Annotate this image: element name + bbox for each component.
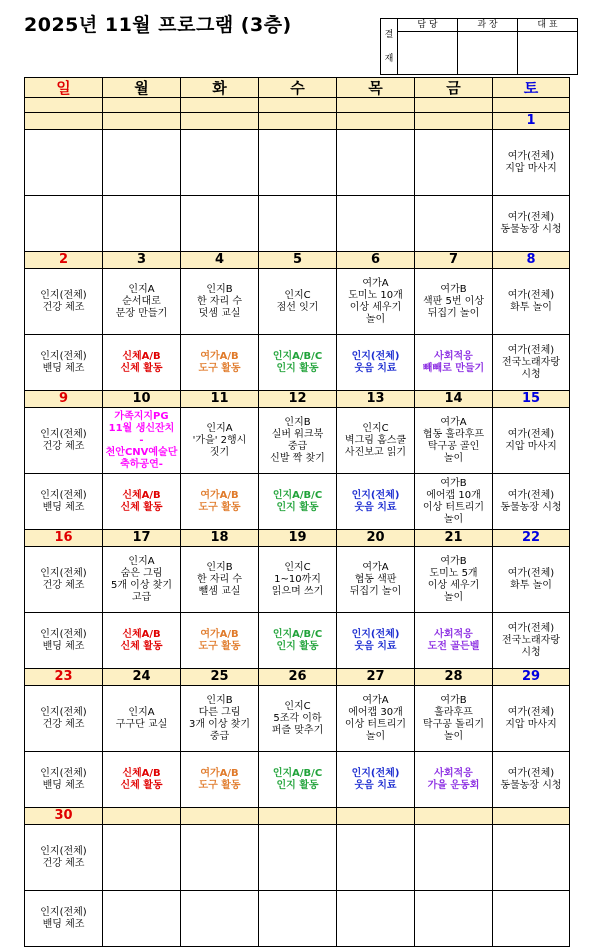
activity-cell[interactable]: [337, 686, 415, 752]
activity-text: 여가A 협동 훌라후프 탁구공 골인 놀이: [422, 416, 485, 464]
activity-cell[interactable]: [181, 686, 259, 752]
activity-cell[interactable]: [493, 335, 570, 391]
date-row: [25, 808, 570, 825]
activity-cell[interactable]: [493, 269, 570, 335]
date-cell: 21: [415, 530, 493, 547]
date-cell: 9: [25, 391, 103, 408]
calendar-table: [24, 77, 570, 947]
activity-text: 신체A/B 신체 활동: [120, 628, 163, 652]
activity-text: 인지A 숨은 그림 5개 이상 찾기 고급: [110, 555, 173, 603]
activity-text: 신체A/B 신체 활동: [120, 767, 163, 791]
weekday-header: 일: [25, 78, 103, 98]
activity-cell[interactable]: [259, 825, 337, 891]
activity-text: 여가(전체) 동물농장 시청: [500, 489, 562, 513]
activity-cell[interactable]: [103, 269, 181, 335]
date-cell: 16: [25, 530, 103, 547]
date-cell: 29: [493, 669, 570, 686]
date-cell: 3: [103, 252, 181, 269]
activity-cell[interactable]: [25, 686, 103, 752]
activity-text: 사회적응 가을 운동회: [427, 767, 480, 791]
activity-cell[interactable]: [493, 825, 570, 891]
date-cell: [415, 113, 493, 130]
activity-text: 인지(전체) 밴딩 체조: [40, 350, 87, 374]
activity-cell[interactable]: [337, 269, 415, 335]
weekday-header-row: [25, 78, 570, 98]
activity-cell[interactable]: [259, 613, 337, 669]
activity-row-afternoon: [25, 891, 570, 947]
approval-sign-manager[interactable]: [398, 32, 458, 75]
activity-text: 인지(전체) 웃음 치료: [351, 350, 400, 374]
activity-cell[interactable]: [493, 752, 570, 808]
date-cell: 27: [337, 669, 415, 686]
activity-text: 여가(전체) 전국노래자랑 시청: [502, 344, 560, 380]
spacer-cell: [181, 98, 259, 113]
activity-cell[interactable]: [493, 547, 570, 613]
activity-cell[interactable]: [103, 752, 181, 808]
activity-cell[interactable]: [181, 891, 259, 947]
activity-text: 인지(전체) 밴딩 체조: [40, 489, 87, 513]
date-cell: [415, 808, 493, 825]
activity-text: 여가(전체) 전국노래자랑 시청: [502, 622, 560, 658]
activity-row-morning: [25, 825, 570, 891]
spacer-cell: [493, 98, 570, 113]
weekday-header: 토: [493, 78, 570, 98]
activity-text: 인지A 구구단 교실: [115, 706, 168, 730]
date-cell: 1: [493, 113, 570, 130]
spacer-row: [25, 98, 570, 113]
activity-text: 여가(전체) 화투 놀이: [507, 567, 555, 591]
date-cell: 6: [337, 252, 415, 269]
activity-cell[interactable]: [25, 474, 103, 530]
activity-text: 여가(전체) 지압 마사지: [505, 706, 557, 730]
activity-row-afternoon: [25, 335, 570, 391]
activity-text: 여가A 도미노 10개 이상 세우기 놀이: [348, 277, 403, 325]
date-cell: [103, 113, 181, 130]
activity-cell[interactable]: [25, 130, 103, 196]
approval-label-top: 결: [384, 29, 394, 40]
activity-cell[interactable]: [415, 196, 493, 252]
activity-cell[interactable]: [493, 408, 570, 474]
activity-row-afternoon: [25, 196, 570, 252]
activity-cell[interactable]: [415, 891, 493, 947]
weekday-header: 수: [259, 78, 337, 98]
date-cell: 30: [25, 808, 103, 825]
activity-text: 인지(전체) 밴딩 체조: [40, 628, 87, 652]
activity-text: 인지(전체) 건강 체조: [40, 567, 87, 591]
activity-cell[interactable]: [337, 891, 415, 947]
activity-cell[interactable]: [337, 474, 415, 530]
date-cell: 2: [25, 252, 103, 269]
date-cell: 7: [415, 252, 493, 269]
activity-cell[interactable]: [259, 130, 337, 196]
activity-text: 인지(전체) 건강 체조: [40, 706, 87, 730]
activity-row-morning: [25, 408, 570, 474]
spacer-cell: [25, 98, 103, 113]
activity-text: 인지C 벽그림 홈스쿨 사진보고 읽기: [344, 422, 407, 458]
activity-cell[interactable]: [181, 474, 259, 530]
date-cell: 12: [259, 391, 337, 408]
activity-cell[interactable]: [25, 891, 103, 947]
date-cell: 18: [181, 530, 259, 547]
activity-text: 여가(전체) 동물농장 시청: [500, 767, 562, 791]
activity-cell[interactable]: [103, 196, 181, 252]
activity-text: 인지(전체) 웃음 치료: [351, 767, 400, 791]
date-cell: 26: [259, 669, 337, 686]
activity-cell[interactable]: [103, 474, 181, 530]
date-row: [25, 252, 570, 269]
activity-cell[interactable]: [25, 547, 103, 613]
activity-text: 여가(전체) 동물농장 시청: [500, 211, 562, 235]
activity-text: 여가B 색판 5번 이상 뒤집기 놀이: [422, 283, 485, 319]
activity-cell[interactable]: [181, 196, 259, 252]
approval-sign-director[interactable]: [518, 32, 578, 75]
activity-cell[interactable]: [259, 752, 337, 808]
activity-text: 사회적응 도전 골든벨: [427, 628, 480, 652]
date-cell: 22: [493, 530, 570, 547]
activity-cell[interactable]: [337, 196, 415, 252]
activity-cell[interactable]: [25, 752, 103, 808]
activity-cell[interactable]: [25, 825, 103, 891]
activity-cell[interactable]: [259, 891, 337, 947]
activity-text: 인지B 한 자리 수 덧셈 교실: [197, 283, 242, 319]
activity-cell[interactable]: [181, 269, 259, 335]
activity-row-morning: [25, 269, 570, 335]
activity-cell[interactable]: [337, 335, 415, 391]
activity-text: 사회적응 빼빼로 만들기: [422, 350, 485, 374]
date-cell: 28: [415, 669, 493, 686]
activity-text: 인지C 1~10까지 읽으며 쓰기: [271, 561, 324, 597]
spacer-cell: [259, 98, 337, 113]
activity-cell[interactable]: [25, 408, 103, 474]
activity-cell[interactable]: [415, 547, 493, 613]
activity-cell[interactable]: [181, 547, 259, 613]
activity-cell[interactable]: [103, 613, 181, 669]
activity-text: 인지B 다른 그림 3개 이상 찾기 중급: [188, 694, 251, 742]
activity-cell[interactable]: [25, 269, 103, 335]
activity-text: 인지A/B/C 인지 활동: [272, 350, 323, 374]
date-cell: 20: [337, 530, 415, 547]
weekday-header: 목: [337, 78, 415, 98]
activity-cell[interactable]: [493, 196, 570, 252]
approval-label: [381, 19, 398, 75]
approval-header-manager: 담 당: [398, 19, 458, 32]
activity-cell[interactable]: [181, 613, 259, 669]
activity-row-afternoon: [25, 752, 570, 808]
activity-cell[interactable]: [493, 686, 570, 752]
activity-row-morning: [25, 130, 570, 196]
activity-text: 인지(전체) 건강 체조: [40, 289, 87, 313]
activity-text: 인지A 순서대로 문장 만들기: [115, 283, 168, 319]
activity-cell[interactable]: [103, 686, 181, 752]
activity-cell[interactable]: [25, 335, 103, 391]
activity-text: 여가A/B 도구 활동: [198, 767, 241, 791]
activity-text: 인지C 5조각 이하 퍼즐 맞추기: [271, 700, 324, 736]
activity-cell[interactable]: [103, 891, 181, 947]
approval-box: [380, 18, 578, 75]
activity-cell[interactable]: [259, 547, 337, 613]
weekday-header: 금: [415, 78, 493, 98]
date-cell: 19: [259, 530, 337, 547]
date-cell: 10: [103, 391, 181, 408]
approval-header-chief: 과 장: [458, 19, 518, 32]
date-cell: [259, 808, 337, 825]
activity-cell[interactable]: [103, 130, 181, 196]
activity-cell[interactable]: [181, 408, 259, 474]
spacer-cell: [415, 98, 493, 113]
date-row: [25, 113, 570, 130]
activity-cell[interactable]: [415, 408, 493, 474]
activity-cell[interactable]: [181, 752, 259, 808]
activity-text: 여가A/B 도구 활동: [198, 350, 241, 374]
date-cell: 11: [181, 391, 259, 408]
activity-text: 인지(전체) 밴딩 체조: [40, 767, 87, 791]
date-cell: [259, 113, 337, 130]
activity-cell[interactable]: [415, 269, 493, 335]
activity-cell[interactable]: [415, 335, 493, 391]
activity-text: 여가(전체) 지압 마사지: [505, 428, 557, 452]
activity-text: 여가A/B 도구 활동: [198, 489, 241, 513]
date-cell: 25: [181, 669, 259, 686]
date-row: [25, 530, 570, 547]
weekday-header: 화: [181, 78, 259, 98]
date-cell: 14: [415, 391, 493, 408]
date-cell: [181, 808, 259, 825]
activity-text: 여가B 훌라후프 탁구공 돌리기 놀이: [422, 694, 485, 742]
activity-cell[interactable]: [415, 130, 493, 196]
activity-cell[interactable]: [259, 335, 337, 391]
activity-text: 인지A/B/C 인지 활동: [272, 767, 323, 791]
activity-cell[interactable]: [337, 613, 415, 669]
activity-cell[interactable]: [259, 196, 337, 252]
activity-text: 인지(전체) 건강 체조: [40, 428, 87, 452]
date-cell: 15: [493, 391, 570, 408]
date-row: [25, 669, 570, 686]
activity-text: 여가A 에어캡 30개 이상 터트리기 놀이: [344, 694, 407, 742]
activity-cell[interactable]: [415, 825, 493, 891]
activity-cell[interactable]: [259, 269, 337, 335]
date-cell: 4: [181, 252, 259, 269]
activity-cell[interactable]: [337, 825, 415, 891]
activity-cell[interactable]: [415, 613, 493, 669]
activity-row-morning: [25, 686, 570, 752]
activity-text: 인지A '가을' 2행시 짓기: [192, 422, 247, 458]
activity-cell[interactable]: [415, 686, 493, 752]
activity-cell[interactable]: [181, 130, 259, 196]
activity-text: 여가B 도미노 5개 이상 세우기 놀이: [427, 555, 480, 603]
activity-row-afternoon: [25, 474, 570, 530]
activity-text: 인지B 실버 워크북 중급 신발 짝 찾기: [270, 416, 325, 464]
approval-header-director: 대 표: [518, 19, 578, 32]
date-cell: 13: [337, 391, 415, 408]
activity-text: 여가(전체) 지압 마사지: [505, 150, 557, 174]
date-cell: 24: [103, 669, 181, 686]
activity-text: 인지(전체) 웃음 치료: [351, 489, 400, 513]
activity-text: 신체A/B 신체 활동: [120, 350, 163, 374]
date-cell: [337, 113, 415, 130]
activity-cell[interactable]: [337, 130, 415, 196]
activity-text: 여가(전체) 화투 놀이: [507, 289, 555, 313]
approval-label-bottom: 재: [384, 53, 394, 64]
activity-text: 인지(전체) 웃음 치료: [351, 628, 400, 652]
activity-cell[interactable]: [259, 408, 337, 474]
activity-cell[interactable]: [415, 474, 493, 530]
activity-cell[interactable]: [181, 825, 259, 891]
activity-cell[interactable]: [337, 408, 415, 474]
activity-cell[interactable]: [25, 196, 103, 252]
weekday-header: 월: [103, 78, 181, 98]
activity-cell[interactable]: [493, 474, 570, 530]
activity-cell[interactable]: [415, 752, 493, 808]
activity-row-morning: [25, 547, 570, 613]
activity-text: 여가B 에어캡 10개 이상 터트리기 놀이: [422, 477, 485, 525]
activity-cell[interactable]: [103, 547, 181, 613]
activity-cell[interactable]: [103, 825, 181, 891]
activity-text: 신체A/B 신체 활동: [120, 489, 163, 513]
activity-text: 여가A/B 도구 활동: [198, 628, 241, 652]
activity-text: 인지(전체) 밴딩 체조: [40, 906, 87, 930]
activity-row-afternoon: [25, 613, 570, 669]
date-cell: 23: [25, 669, 103, 686]
activity-text: 인지B 한 자리 수 뺄셈 교실: [197, 561, 242, 597]
activity-cell[interactable]: [259, 686, 337, 752]
date-cell: [181, 113, 259, 130]
date-cell: [25, 113, 103, 130]
activity-text: 여가A 협동 색판 뒤집기 놀이: [349, 561, 402, 597]
activity-cell[interactable]: [103, 408, 181, 474]
page-title: 2025년 11월 프로그램 (3층): [24, 14, 292, 36]
activity-cell[interactable]: [493, 130, 570, 196]
spacer-cell: [337, 98, 415, 113]
date-cell: 8: [493, 252, 570, 269]
activity-cell[interactable]: [337, 752, 415, 808]
activity-text: 인지A/B/C 인지 활동: [272, 489, 323, 513]
activity-cell[interactable]: [25, 613, 103, 669]
activity-cell[interactable]: [259, 474, 337, 530]
date-cell: [493, 808, 570, 825]
activity-cell[interactable]: [103, 335, 181, 391]
spacer-cell: [103, 98, 181, 113]
activity-text: 인지C 점선 잇기: [276, 289, 319, 313]
activity-text: 인지A/B/C 인지 활동: [272, 628, 323, 652]
date-cell: 5: [259, 252, 337, 269]
activity-cell[interactable]: [181, 335, 259, 391]
approval-sign-chief[interactable]: [458, 32, 518, 75]
activity-text: 가족지지PG 11월 생신잔치 -천안CNV예술단 축하공연-: [105, 410, 178, 470]
activity-cell[interactable]: [337, 547, 415, 613]
date-row: [25, 391, 570, 408]
activity-cell[interactable]: [493, 891, 570, 947]
date-cell: [103, 808, 181, 825]
date-cell: 17: [103, 530, 181, 547]
activity-text: 인지(전체) 건강 체조: [40, 845, 87, 869]
activity-cell[interactable]: [493, 613, 570, 669]
date-cell: [337, 808, 415, 825]
